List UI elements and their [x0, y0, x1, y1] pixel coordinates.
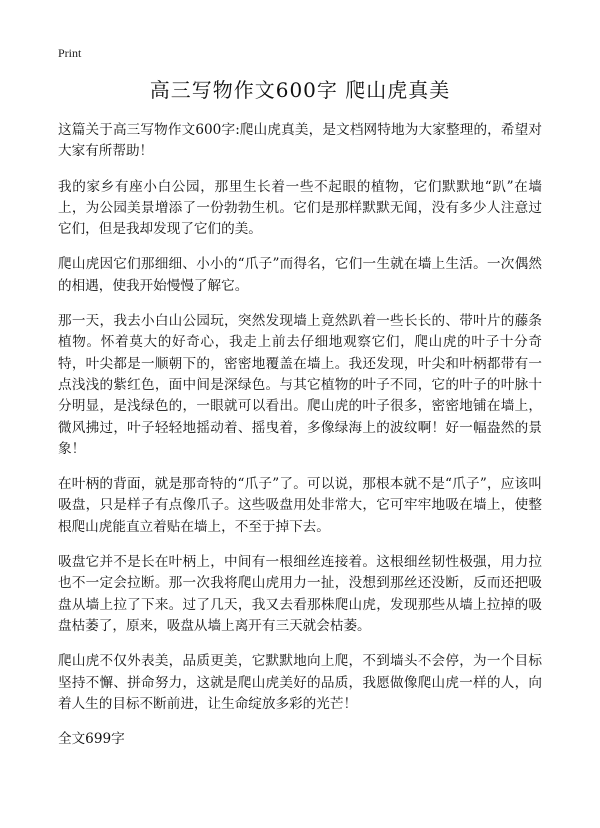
- print-link[interactable]: Print: [58, 46, 82, 60]
- paragraph-intro: 这篇关于高三写物作文600字:爬山虎真美，是文档网特地为大家整理的，希望对大家有所帮助！: [58, 122, 542, 160]
- paragraph: 爬山虎因它们那细细、小小的“爪子”而得名，它们一生就在墙上生活。一次偶然的相遇，使我开始慢慢了解它。: [58, 256, 542, 294]
- paragraph: 我的家乡有座小白公园，那里生长着一些不起眼的植物，它们默默地“趴”在墙上，为公园美景增添了一份勃勃生机。它们是那样默默无闻，没有多少人注意过它们，但是我却发现了它们的美。: [58, 178, 542, 238]
- paragraph: 那一天，我去小白山公园玩，突然发现墙上竟然趴着一些长长的、带叶片的藤条植物。怀着莫大的好奇心，我走上前去仔细地观察它们，爬山虎的叶子十分奇特，叶尖都是一顺朝下的，密密地覆盖在墙上。我还发现，叶尖和叶柄都带有一点浅浅的紫红色，面中间是深绿色。与其它植物的叶子不同，它的叶子的叶脉十分明显，是浅绿色的，一眼就可以看出。爬山虎的叶子很多，密密地铺在墙上，微风拂过，叶子轻轻地摇动着、摇曳着，多像绿海上的波纹啊！好一幅盎然的景象！: [58, 313, 542, 457]
- paragraph: 在叶柄的背面，就是那奇特的“爪子”了。可以说，那根本就不是“爪子”，应该叫吸盘，只是样子有点像爪子。这些吸盘用处非常大，它可牢牢地吸在墙上，使整根爬山虎能直立着贴在墙上，不至于掉下去。: [58, 476, 542, 535]
- article-body: [58, 120, 542, 750]
- paragraph: 爬山虎不仅外表美，品质更美，它默默地向上爬，不到墙头不会停，为一个目标坚持不懈、拼命努力，这就是爬山虎美好的品质，我愿做像爬山虎一样的人，向着人生的目标不断前进，让生命绽放多彩的光芒！: [58, 653, 542, 712]
- page-title: 高三写物作文600字 爬山虎真美: [149, 78, 451, 102]
- paragraph: 吸盘它并不是长在叶柄上，中间有一根细丝连接着。这根细丝韧性极强，用力拉也不一定会拉断。那一次我将爬山虎用力一扯，没想到那丝还没断，反而还把吸盘从墙上拉了下来。过了几天，我又去看那株爬山虎，发现那些从墙上拉掉的吸盘枯萎了，原来，吸盘从墙上离开有三天就会枯萎。: [58, 554, 542, 634]
- word-count: 全文699字: [58, 731, 125, 748]
